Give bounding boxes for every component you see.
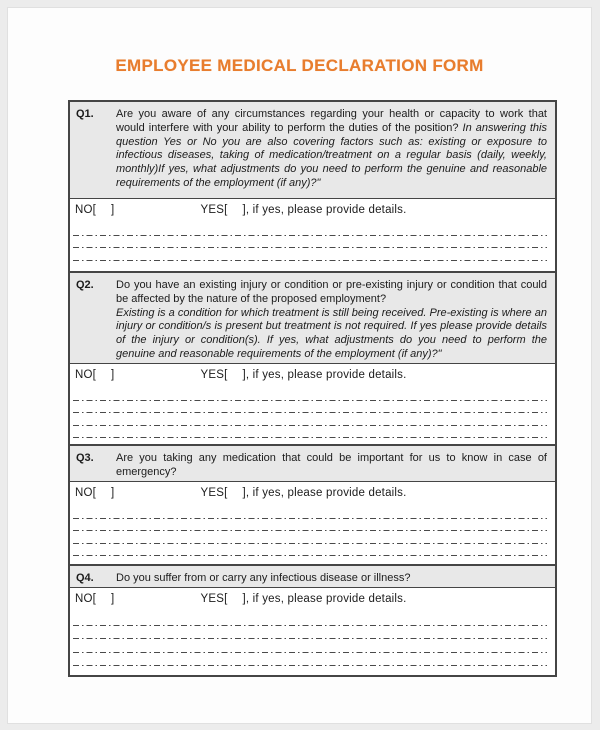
question-number: Q2.	[76, 279, 94, 291]
details-lines	[73, 223, 547, 271]
answer-line[interactable]	[73, 388, 547, 401]
answer-line[interactable]	[73, 531, 547, 544]
no-label: NO[	[75, 369, 97, 381]
declaration-form-table	[68, 100, 557, 677]
no-label: NO[	[75, 487, 97, 499]
question-q4-answer-area	[70, 588, 555, 675]
answer-line[interactable]	[73, 413, 547, 426]
answer-line[interactable]	[73, 612, 547, 626]
question-text: Do you have an existing injury or condition or pre-existing injury or condition that could be affected by the nature of the proposed employment?	[116, 279, 547, 305]
answer-line[interactable]	[73, 248, 547, 261]
yes-label: YES[	[200, 204, 228, 216]
answer-line[interactable]	[73, 236, 547, 249]
question-note: In answering this question Yes or No you are also covering factors such as: existing or exposure to infectious diseases, taking of medication/treatment on a regular basis (daily, weekly, monthly)If yes, what adjustments do you need to perform the genuine and reasonable requirements of the employment (if any)?"	[116, 121, 547, 189]
answer-line[interactable]	[73, 261, 547, 272]
answer-line[interactable]	[73, 519, 547, 532]
details-lines	[73, 612, 547, 666]
question-q1-header	[70, 102, 555, 199]
answer-line[interactable]	[73, 426, 547, 439]
no-yes-row: NO[ ] YES[ ], if yes, please provide details.	[75, 487, 407, 499]
yes-suffix: ], if yes, please provide details.	[242, 487, 407, 499]
question-q2-header	[70, 271, 555, 364]
question-number: Q3.	[76, 452, 94, 464]
question-number: Q4.	[76, 572, 94, 584]
no-yes-row: NO[ ] YES[ ], if yes, please provide details.	[75, 593, 407, 605]
yes-suffix: ], if yes, please provide details.	[242, 369, 407, 381]
no-label: NO[	[75, 204, 97, 216]
answer-line[interactable]	[73, 653, 547, 667]
details-lines	[73, 506, 547, 556]
answer-line[interactable]	[73, 544, 547, 557]
question-note: Existing is a condition for which treatment is still being received. Pre-existing is where an injury or condition/s is present but treatment is not required. If yes please provide details of the injury or condition(s). If yes, what adjustments do you need to perform the genuine and reasonable requirements of the employment (if any)?"	[116, 306, 547, 360]
no-yes-row: NO[ ] YES[ ], if yes, please provide details.	[75, 369, 407, 381]
details-lines	[73, 388, 547, 438]
yes-suffix: ], if yes, please provide details.	[242, 593, 407, 605]
answer-line[interactable]	[73, 223, 547, 236]
question-text: Are you taking any medication that could be important for us to know in case of emergency?	[116, 452, 547, 478]
answer-line[interactable]	[73, 401, 547, 414]
answer-line[interactable]	[73, 639, 547, 653]
question-q2-answer-area	[70, 364, 555, 444]
question-q1-answer-area	[70, 199, 555, 271]
question-number: Q1.	[76, 108, 94, 120]
question-text-block	[116, 572, 547, 587]
question-q3-header	[70, 444, 555, 482]
answer-line[interactable]	[73, 506, 547, 519]
question-text-block	[116, 108, 547, 198]
question-text-block	[116, 452, 547, 481]
question-q3-answer-area	[70, 482, 555, 564]
question-text: Do you suffer from or carry any infectious disease or illness?	[116, 572, 411, 584]
no-label: NO[	[75, 593, 97, 605]
yes-label: YES[	[200, 369, 228, 381]
no-yes-row: NO[ ] YES[ ], if yes, please provide details.	[75, 204, 407, 216]
yes-label: YES[	[200, 487, 228, 499]
answer-line[interactable]	[73, 626, 547, 640]
question-text: Are you aware of any circumstances regarding your health or capacity to work that would interfere with your ability to perform the duties of the position?	[116, 108, 547, 134]
document-page	[7, 7, 592, 724]
question-q4-header	[70, 564, 555, 588]
form-title: EMPLOYEE MEDICAL DECLARATION FORM	[115, 56, 484, 75]
yes-label: YES[	[200, 593, 228, 605]
yes-suffix: ], if yes, please provide details.	[242, 204, 407, 216]
question-text-block	[116, 279, 547, 363]
